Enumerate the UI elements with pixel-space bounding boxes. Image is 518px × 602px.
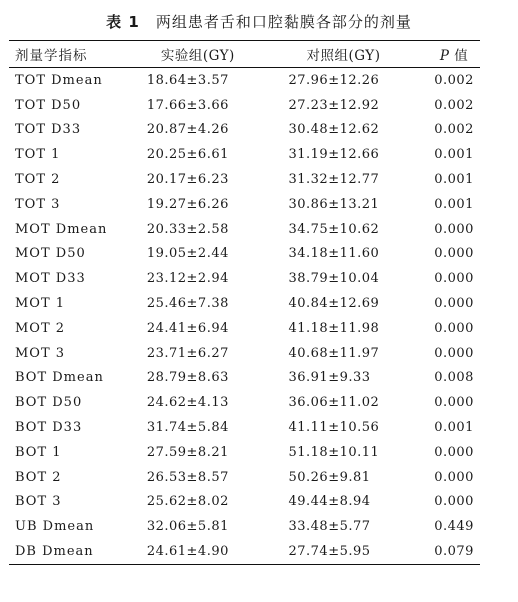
cell-p-value: 0.001 [434, 147, 474, 163]
cell-p-value: 0.000 [434, 395, 474, 411]
cell-control: 36.91±9.33 [288, 370, 371, 386]
cell-indicator: MOT Dmean [15, 221, 108, 237]
cell-indicator: BOT 3 [15, 494, 62, 510]
table-row [9, 68, 480, 93]
cell-control: 30.86±13.21 [288, 196, 380, 212]
cell-experimental: 24.61±4.90 [146, 544, 229, 560]
cell-control: 36.06±11.02 [288, 395, 380, 411]
cell-p-value: 0.002 [434, 72, 474, 88]
cell-experimental: 25.46±7.38 [146, 296, 229, 312]
cell-indicator: TOT D50 [15, 97, 82, 113]
table-row [9, 167, 480, 192]
cell-indicator: BOT D50 [15, 395, 83, 411]
header-experimental: 实验组(GY) [160, 48, 235, 64]
header-indicator: 剂量学指标 [15, 48, 88, 64]
dose-table [9, 40, 480, 565]
cell-experimental: 25.62±8.02 [146, 494, 229, 510]
table-caption [0, 11, 518, 32]
cell-indicator: MOT D33 [15, 271, 86, 287]
header-control: 对照组(GY) [306, 48, 381, 64]
table-title: 两组患者舌和口腔黏膜各部分的剂量 [155, 13, 412, 31]
cell-indicator: UB Dmean [15, 519, 95, 535]
cell-indicator: TOT D33 [15, 122, 82, 138]
table-row [9, 316, 480, 341]
cell-control: 34.18±11.60 [288, 246, 380, 262]
cell-control: 33.48±5.77 [288, 519, 371, 535]
cell-indicator: TOT Dmean [15, 72, 103, 88]
table-row [9, 490, 480, 515]
cell-control: 40.84±12.69 [288, 296, 380, 312]
cell-control: 38.79±10.04 [288, 271, 380, 287]
cell-experimental: 20.25±6.61 [146, 147, 229, 163]
cell-control: 41.18±11.98 [288, 320, 380, 336]
table-row [9, 118, 480, 143]
cell-experimental: 19.05±2.44 [146, 246, 229, 262]
cell-control: 27.74±5.95 [288, 544, 371, 560]
cell-p-value: 0.002 [434, 97, 474, 113]
cell-experimental: 32.06±5.81 [146, 519, 229, 535]
table-row [9, 93, 480, 118]
table-row [9, 217, 480, 242]
cell-control: 50.26±9.81 [288, 469, 371, 485]
table-row [9, 142, 480, 167]
cell-experimental: 19.27±6.26 [146, 196, 229, 212]
table-row [9, 539, 480, 564]
cell-control: 51.18±10.11 [288, 444, 380, 460]
cell-p-value: 0.008 [434, 370, 474, 386]
cell-p-value: 0.079 [434, 544, 474, 560]
cell-indicator: BOT 2 [15, 469, 62, 485]
table-row [9, 415, 480, 440]
cell-control: 30.48±12.62 [288, 122, 380, 138]
table-row [9, 440, 480, 465]
cell-control: 40.68±11.97 [288, 345, 380, 361]
cell-experimental: 24.62±4.13 [146, 395, 229, 411]
table-row [9, 192, 480, 217]
table-row [9, 266, 480, 291]
cell-indicator: BOT D33 [15, 420, 83, 436]
cell-p-value: 0.000 [434, 271, 474, 287]
cell-control: 27.23±12.92 [288, 97, 380, 113]
cell-p-value: 0.000 [434, 221, 474, 237]
cell-experimental: 20.17±6.23 [146, 172, 229, 188]
cell-p-value: 0.000 [434, 296, 474, 312]
table-row [9, 514, 480, 539]
cell-indicator: TOT 3 [15, 196, 61, 212]
cell-control: 49.44±8.94 [288, 494, 371, 510]
cell-p-value: 0.000 [434, 320, 474, 336]
cell-p-value: 0.001 [434, 172, 474, 188]
cell-indicator: MOT 3 [15, 345, 66, 361]
cell-p-value: 0.000 [434, 246, 474, 262]
cell-experimental: 26.53±8.57 [146, 469, 229, 485]
cell-indicator: BOT Dmean [15, 370, 104, 386]
cell-indicator: MOT 1 [15, 296, 66, 312]
header-p-value [428, 41, 480, 68]
cell-p-value: 0.002 [434, 122, 474, 138]
cell-control: 31.32±12.77 [288, 172, 380, 188]
cell-p-value: 0.000 [434, 444, 474, 460]
cell-p-value: 0.001 [434, 420, 474, 436]
table-row [9, 341, 480, 366]
cell-indicator: DB Dmean [15, 544, 94, 560]
table-row [9, 465, 480, 490]
cell-experimental: 18.64±3.57 [146, 72, 229, 88]
cell-p-value: 0.000 [434, 494, 474, 510]
cell-experimental: 23.12±2.94 [146, 271, 229, 287]
cell-experimental: 17.66±3.66 [146, 97, 229, 113]
cell-p-value: 0.001 [434, 196, 474, 212]
cell-p-value: 0.449 [434, 519, 474, 535]
cell-p-value: 0.000 [434, 469, 474, 485]
cell-control: 27.96±12.26 [288, 72, 380, 88]
cell-indicator: TOT 1 [15, 147, 61, 163]
cell-experimental: 23.71±6.27 [146, 345, 229, 361]
cell-experimental: 27.59±8.21 [146, 444, 229, 460]
table-row [9, 242, 480, 267]
table-row [9, 366, 480, 391]
cell-experimental: 20.33±2.58 [146, 221, 229, 237]
cell-control: 41.11±10.56 [288, 420, 380, 436]
cell-p-value: 0.000 [434, 345, 474, 361]
cell-indicator: BOT 1 [15, 444, 62, 460]
cell-indicator: MOT D50 [15, 246, 86, 262]
cell-control: 31.19±12.66 [288, 147, 380, 163]
cell-experimental: 31.74±5.84 [146, 420, 229, 436]
table-number: 表 1 [106, 13, 140, 31]
header-row [9, 41, 480, 68]
cell-control: 34.75±10.62 [288, 221, 380, 237]
p-suffix: 值 [449, 48, 469, 64]
cell-experimental: 28.79±8.63 [146, 370, 229, 386]
cell-experimental: 24.41±6.94 [146, 320, 229, 336]
cell-indicator: TOT 2 [15, 172, 61, 188]
table-row [9, 291, 480, 316]
cell-indicator: MOT 2 [15, 320, 66, 336]
cell-experimental: 20.87±4.26 [146, 122, 229, 138]
table-row [9, 390, 480, 415]
p-symbol: P [439, 48, 450, 64]
